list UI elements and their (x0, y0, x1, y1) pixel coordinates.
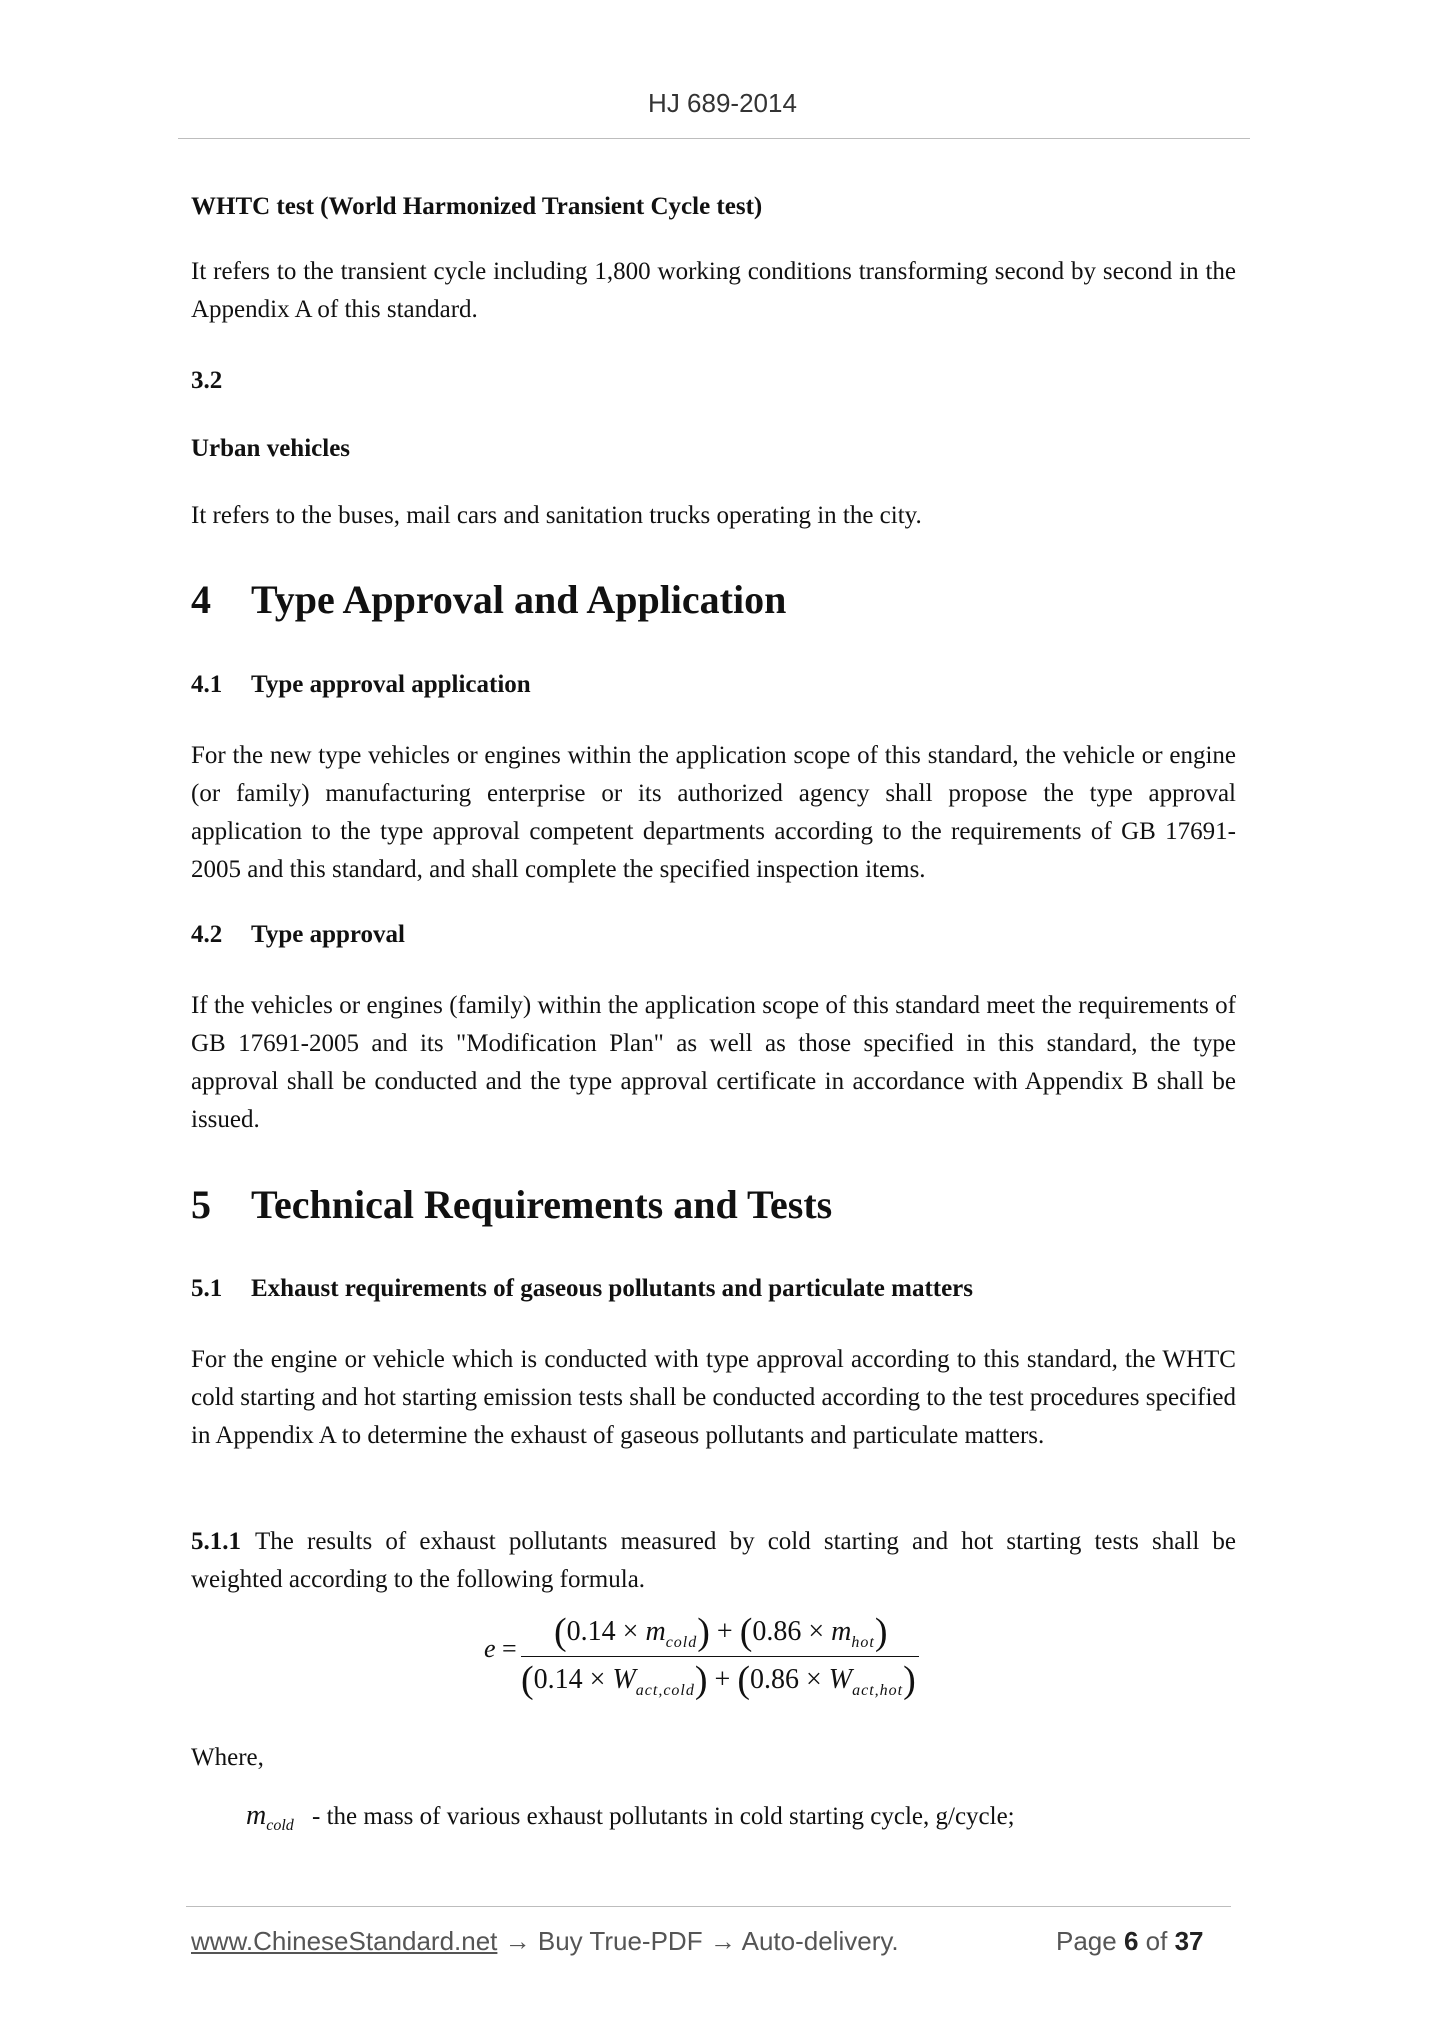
section-title: Type Approval and Application (251, 577, 787, 622)
definition-urban-vehicles: It refers to the buses, mail cars and sanitation trucks operating in the city. (191, 502, 922, 529)
auto-delivery-text: Auto-delivery. (741, 1926, 899, 1956)
paragraph-5-1: For the engine or vehicle which is conducted with type approval according to this standard, the WHTC cold starting and hot starting emission tests shall be conducted according to the test procedures specified in Appendix A to determine the exhaust of gaseous pollutants and particulate matters. (191, 1346, 1236, 1449)
where-label: Where, (191, 1744, 264, 1771)
arrow-right-icon: → (504, 1926, 531, 1956)
total-pages: 37 (1174, 1926, 1204, 1956)
page-indicator: Page 6 of 37 (1056, 1926, 1204, 1956)
buy-true-pdf-text: Buy True-PDF (537, 1926, 703, 1956)
formula-equals: = (502, 1634, 517, 1663)
footer-promo (191, 1926, 899, 1957)
subsection-heading-5-1 (191, 1275, 973, 1303)
website-link[interactable]: www.ChineseStandard.net (191, 1926, 498, 1956)
variable-description: - the mass of various exhaust pollutants in cold starting cycle, g/cycle; (312, 1803, 1015, 1830)
term-whtc-test: WHTC test (World Harmonized Transient Cycle test) (191, 193, 763, 220)
clause-number-3-2: 3.2 (191, 367, 223, 394)
variable-definition-mcold (246, 1800, 1015, 1835)
fraction-bar (521, 1656, 919, 1657)
header-divider (178, 138, 1250, 139)
section-number: 5 (191, 1182, 211, 1227)
section-title: Technical Requirements and Tests (251, 1182, 833, 1227)
definition-whtc-test: It refers to the transient cycle including 1,800 working conditions transforming second by second in the Appendix A of this standard. (191, 258, 1236, 323)
section-heading-5 (191, 1181, 832, 1228)
current-page: 6 (1123, 1926, 1139, 1956)
subsection-number: 4.2 (191, 921, 223, 948)
running-header: HJ 689-2014 (648, 88, 797, 118)
clause-number-5-1-1: 5.1.1 (191, 1528, 241, 1555)
section-number: 4 (191, 577, 211, 622)
variable-symbol: $m_{cold}$ (246, 1800, 294, 1834)
paragraph-4-2: If the vehicles or engines (family) within the application scope of this standard meet the requirements of GB 17691-2005 and its "Modification Plan" as well as those specified in this standard, the type approval shall be conducted and the type approval certificate in accordance with Appendix B shall be issued. (191, 992, 1236, 1133)
section-heading-4 (191, 576, 786, 623)
subsection-title: Type approval application (251, 671, 531, 698)
formula-numerator: $(0.14 \times m_{cold}) + (0.86 \times m_{hot})$ (554, 1611, 888, 1653)
subsection-title: Exhaust requirements of gaseous pollutants and particulate matters (251, 1275, 974, 1302)
weighting-formula (484, 1606, 944, 1702)
paragraph-5-1-1 (191, 1523, 1236, 1599)
term-urban-vehicles: Urban vehicles (191, 435, 351, 462)
arrow-right-icon: → (709, 1926, 736, 1956)
formula-lhs: e (484, 1634, 496, 1663)
formula-denominator: $(0.14 \times W_{act,cold}) + (0.86 \times W_{act,hot})$ (521, 1659, 916, 1701)
subsection-heading-4-2 (191, 921, 405, 949)
subsection-title: Type approval (251, 921, 405, 948)
subsection-number: 5.1 (191, 1275, 223, 1302)
clause-text-5-1-1: The results of exhaust pollutants measured by cold starting and hot starting tests shall be weighted according to the following formula. (191, 1528, 1236, 1593)
paragraph-4-1: For the new type vehicles or engines within the application scope of this standard, the vehicle or engine (or family) manufacturing enterprise or its authorized agency shall propose the type approval application to the type approval competent departments according to the requirements of GB 17691-2005 and this standard, and shall complete the specified inspection items. (191, 742, 1236, 883)
subsection-number: 4.1 (191, 671, 223, 698)
footer-divider (186, 1906, 1231, 1907)
subsection-heading-4-1 (191, 671, 531, 699)
